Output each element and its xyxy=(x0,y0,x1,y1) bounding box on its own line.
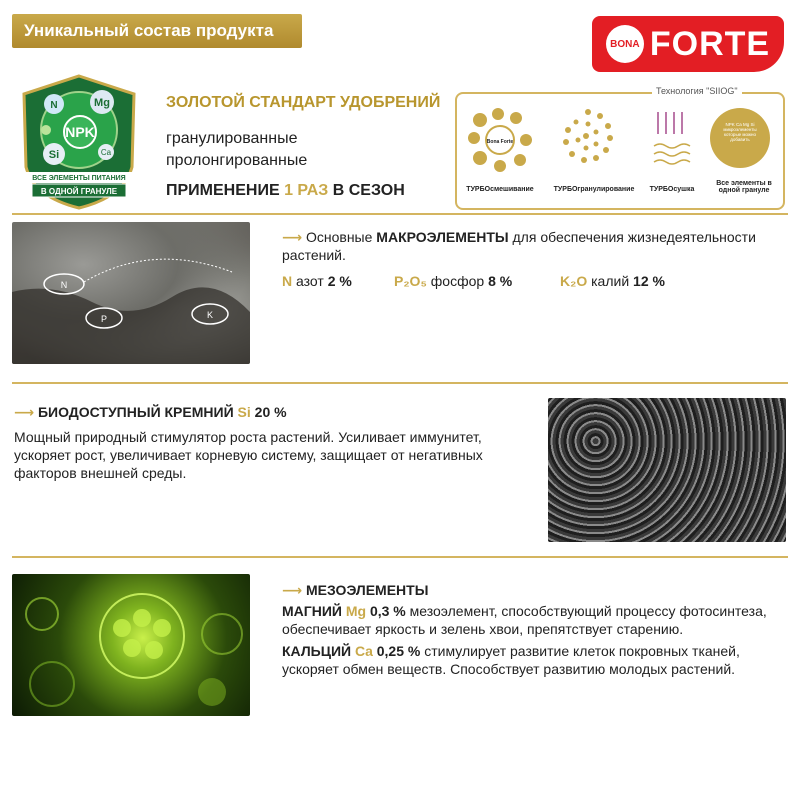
turbo-drying-label: ТУРБОсушка xyxy=(649,186,695,193)
section-divider xyxy=(12,213,788,215)
header-banner: Уникальный состав продукта xyxy=(12,14,302,48)
prolonged-text: пролонгированные xyxy=(166,152,308,169)
p-atom xyxy=(41,125,51,135)
mixing-icon xyxy=(468,108,532,172)
brand-logo xyxy=(592,16,784,72)
shield-mg: Mg xyxy=(94,97,110,109)
logo-bona: BONA xyxy=(606,25,644,63)
shield-n: N xyxy=(50,100,58,111)
arrow-icon: ⟶ xyxy=(282,582,303,598)
shield-caption-top: ВСЕ ЭЛЕМЕНТЫ ПИТАНИЯ xyxy=(32,175,126,182)
phosphorus-item: P₂O₅ фосфор 8 % xyxy=(394,273,513,289)
soil-label-n: N xyxy=(60,280,68,290)
turbo-granulating-label: ТУРБОгранулирование xyxy=(553,186,635,193)
shield-npk: NPK xyxy=(65,124,95,140)
all-in-one-label: Все элементы в одной грануле xyxy=(716,180,772,194)
application-text: ПРИМЕНЕНИЕ 1 РАЗ В СЕЗОН xyxy=(166,182,405,199)
technology-diagram xyxy=(458,100,784,184)
application-frequency: 1 РАЗ xyxy=(284,182,329,199)
npk-shield-badge xyxy=(14,72,144,212)
section-divider xyxy=(12,382,788,384)
granules-photo xyxy=(548,398,786,542)
soil-photo xyxy=(12,222,250,364)
tech-center-brand: Bona Forte xyxy=(486,139,514,145)
magnesium-description: МАГНИЙ Mg 0,3 % мезоэлемент, способствующий процессу фотосинтеза, обеспечивает яркость и зелень хвои, препятствует старению. xyxy=(282,603,767,637)
nitrogen-item: N азот 2 % xyxy=(282,273,352,289)
drying-icon xyxy=(654,112,690,164)
gold-standard-title: ЗОЛОТОЙ СТАНДАРТ УДОБРЕНИЙ xyxy=(166,94,441,111)
logo-forte: FORTE xyxy=(649,24,771,63)
turbo-mixing-label: ТУРБОсмешивание xyxy=(466,186,534,193)
cells-photo xyxy=(12,574,250,716)
silicon-description: Мощный природный стимулятор роста растений. Усиливает иммунитет, ускоряет рост, увеличивает корневую систему, защищает от негативных факторов внешней среды. xyxy=(14,429,483,481)
granulated-text: гранулированные xyxy=(166,130,298,147)
arrow-icon: ⟶ xyxy=(282,229,303,245)
potassium-item: K₂O калий 12 % xyxy=(560,273,665,289)
shield-ca: Ca xyxy=(100,148,112,157)
macro-description: ⟶ Основные МАКРОЭЛЕМЕНТЫ для обеспечения жизнедеятельности растений. xyxy=(282,229,756,263)
calcium-description: КАЛЬЦИЙ Ca 0,25 % стимулирует развитие клеток покровных тканей, ускоряет обмен веществ. Способствует развитию молодых растений. xyxy=(282,643,740,677)
all-in-one-granule-icon xyxy=(710,108,770,168)
section-divider xyxy=(12,556,788,558)
silicon-title: ⟶ БИОДОСТУПНЫЙ КРЕМНИЙ Si 20 % xyxy=(14,404,287,420)
meso-title: ⟶ МЕЗОЭЛЕМЕНТЫ xyxy=(282,582,429,598)
technology-label: Технология "SIIOG" xyxy=(652,86,742,96)
shield-si: Si xyxy=(48,149,60,161)
arrow-icon: ⟶ xyxy=(14,404,35,420)
soil-label-p: P xyxy=(100,314,108,324)
granulating-icon xyxy=(563,109,613,163)
soil-label-k: K xyxy=(206,310,214,320)
shield-caption-bottom: В ОДНОЙ ГРАНУЛЕ xyxy=(40,187,118,196)
granule-circle-text: NPK Ca Mg Si микроэлементы которые можно добавить xyxy=(723,122,757,142)
